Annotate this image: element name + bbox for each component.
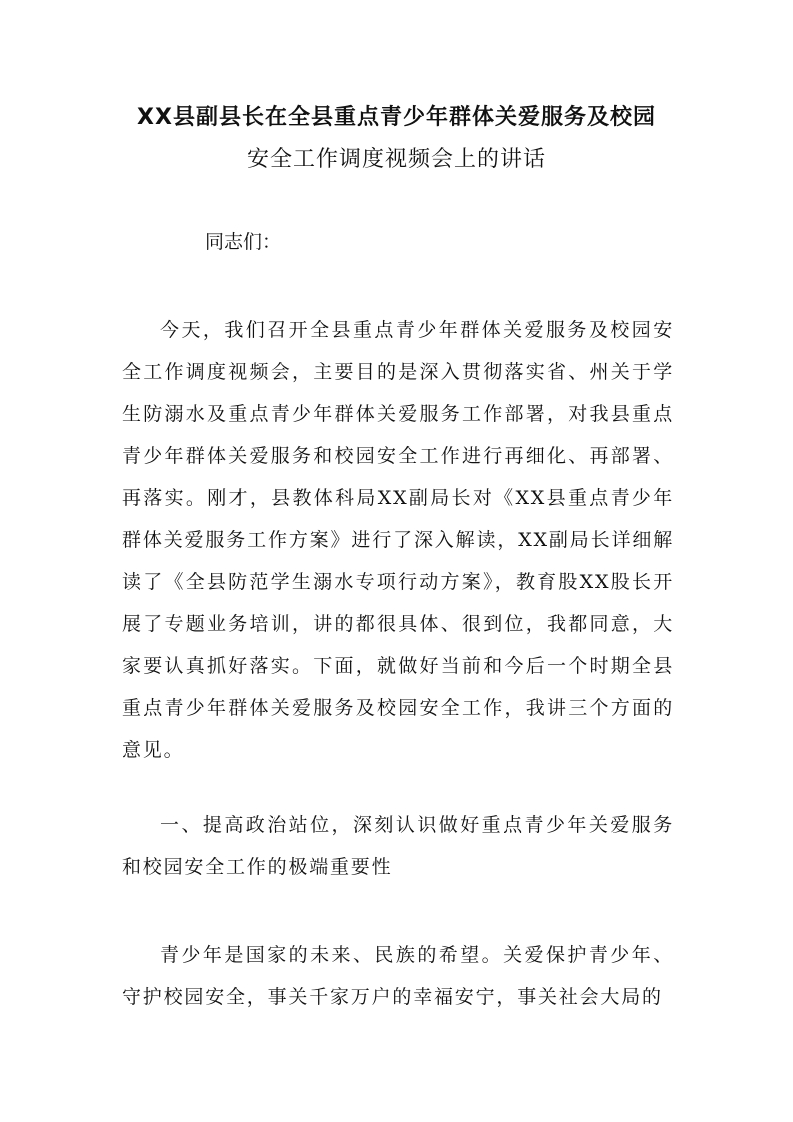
document-title-line-2: 安全工作调度视频会上的讲话	[246, 147, 546, 172]
body-paragraph-section-1: 青少年是国家的未来、民族的希望。关爱保护青少年、守护校园安全，事关千家万户的幸福安宁，事关社会大局的	[122, 944, 674, 1008]
body-paragraph-intro: 今天，我们召开全县重点青少年群体关爱服务及校园安全工作调度视频会，主要目的是深入贯彻落实省、州关于学生防溺水及重点青少年群体关爱服务工作部署，对我县重点青少年群体关爱服务和校园安全工作进行再细化、再部署、再落实。刚才，县教体科局XX副局长对《XX县重点青少年群体关爱服务工作方案》进行了深入解读，XX副局长详细解读了《全县防范学生溺水专项行动方案》，教育股XX股长开展了专题业务培训，讲的都很具体、很到位，我都同意，大家要认真抓好落实。下面，就做好当前和今后一个时期全县重点青少年群体关爱服务及校园安全工作，我讲三个方面的意见。	[122, 319, 674, 761]
salutation: 同志们：	[205, 231, 282, 253]
section-heading-1: 一、提高政治站位，深刻认识做好重点青少年关爱服务和校园安全工作的极端重要性	[122, 814, 674, 878]
document-title-line-1: XX县副县长在全县重点青少年群体关爱服务及校园	[137, 105, 656, 130]
